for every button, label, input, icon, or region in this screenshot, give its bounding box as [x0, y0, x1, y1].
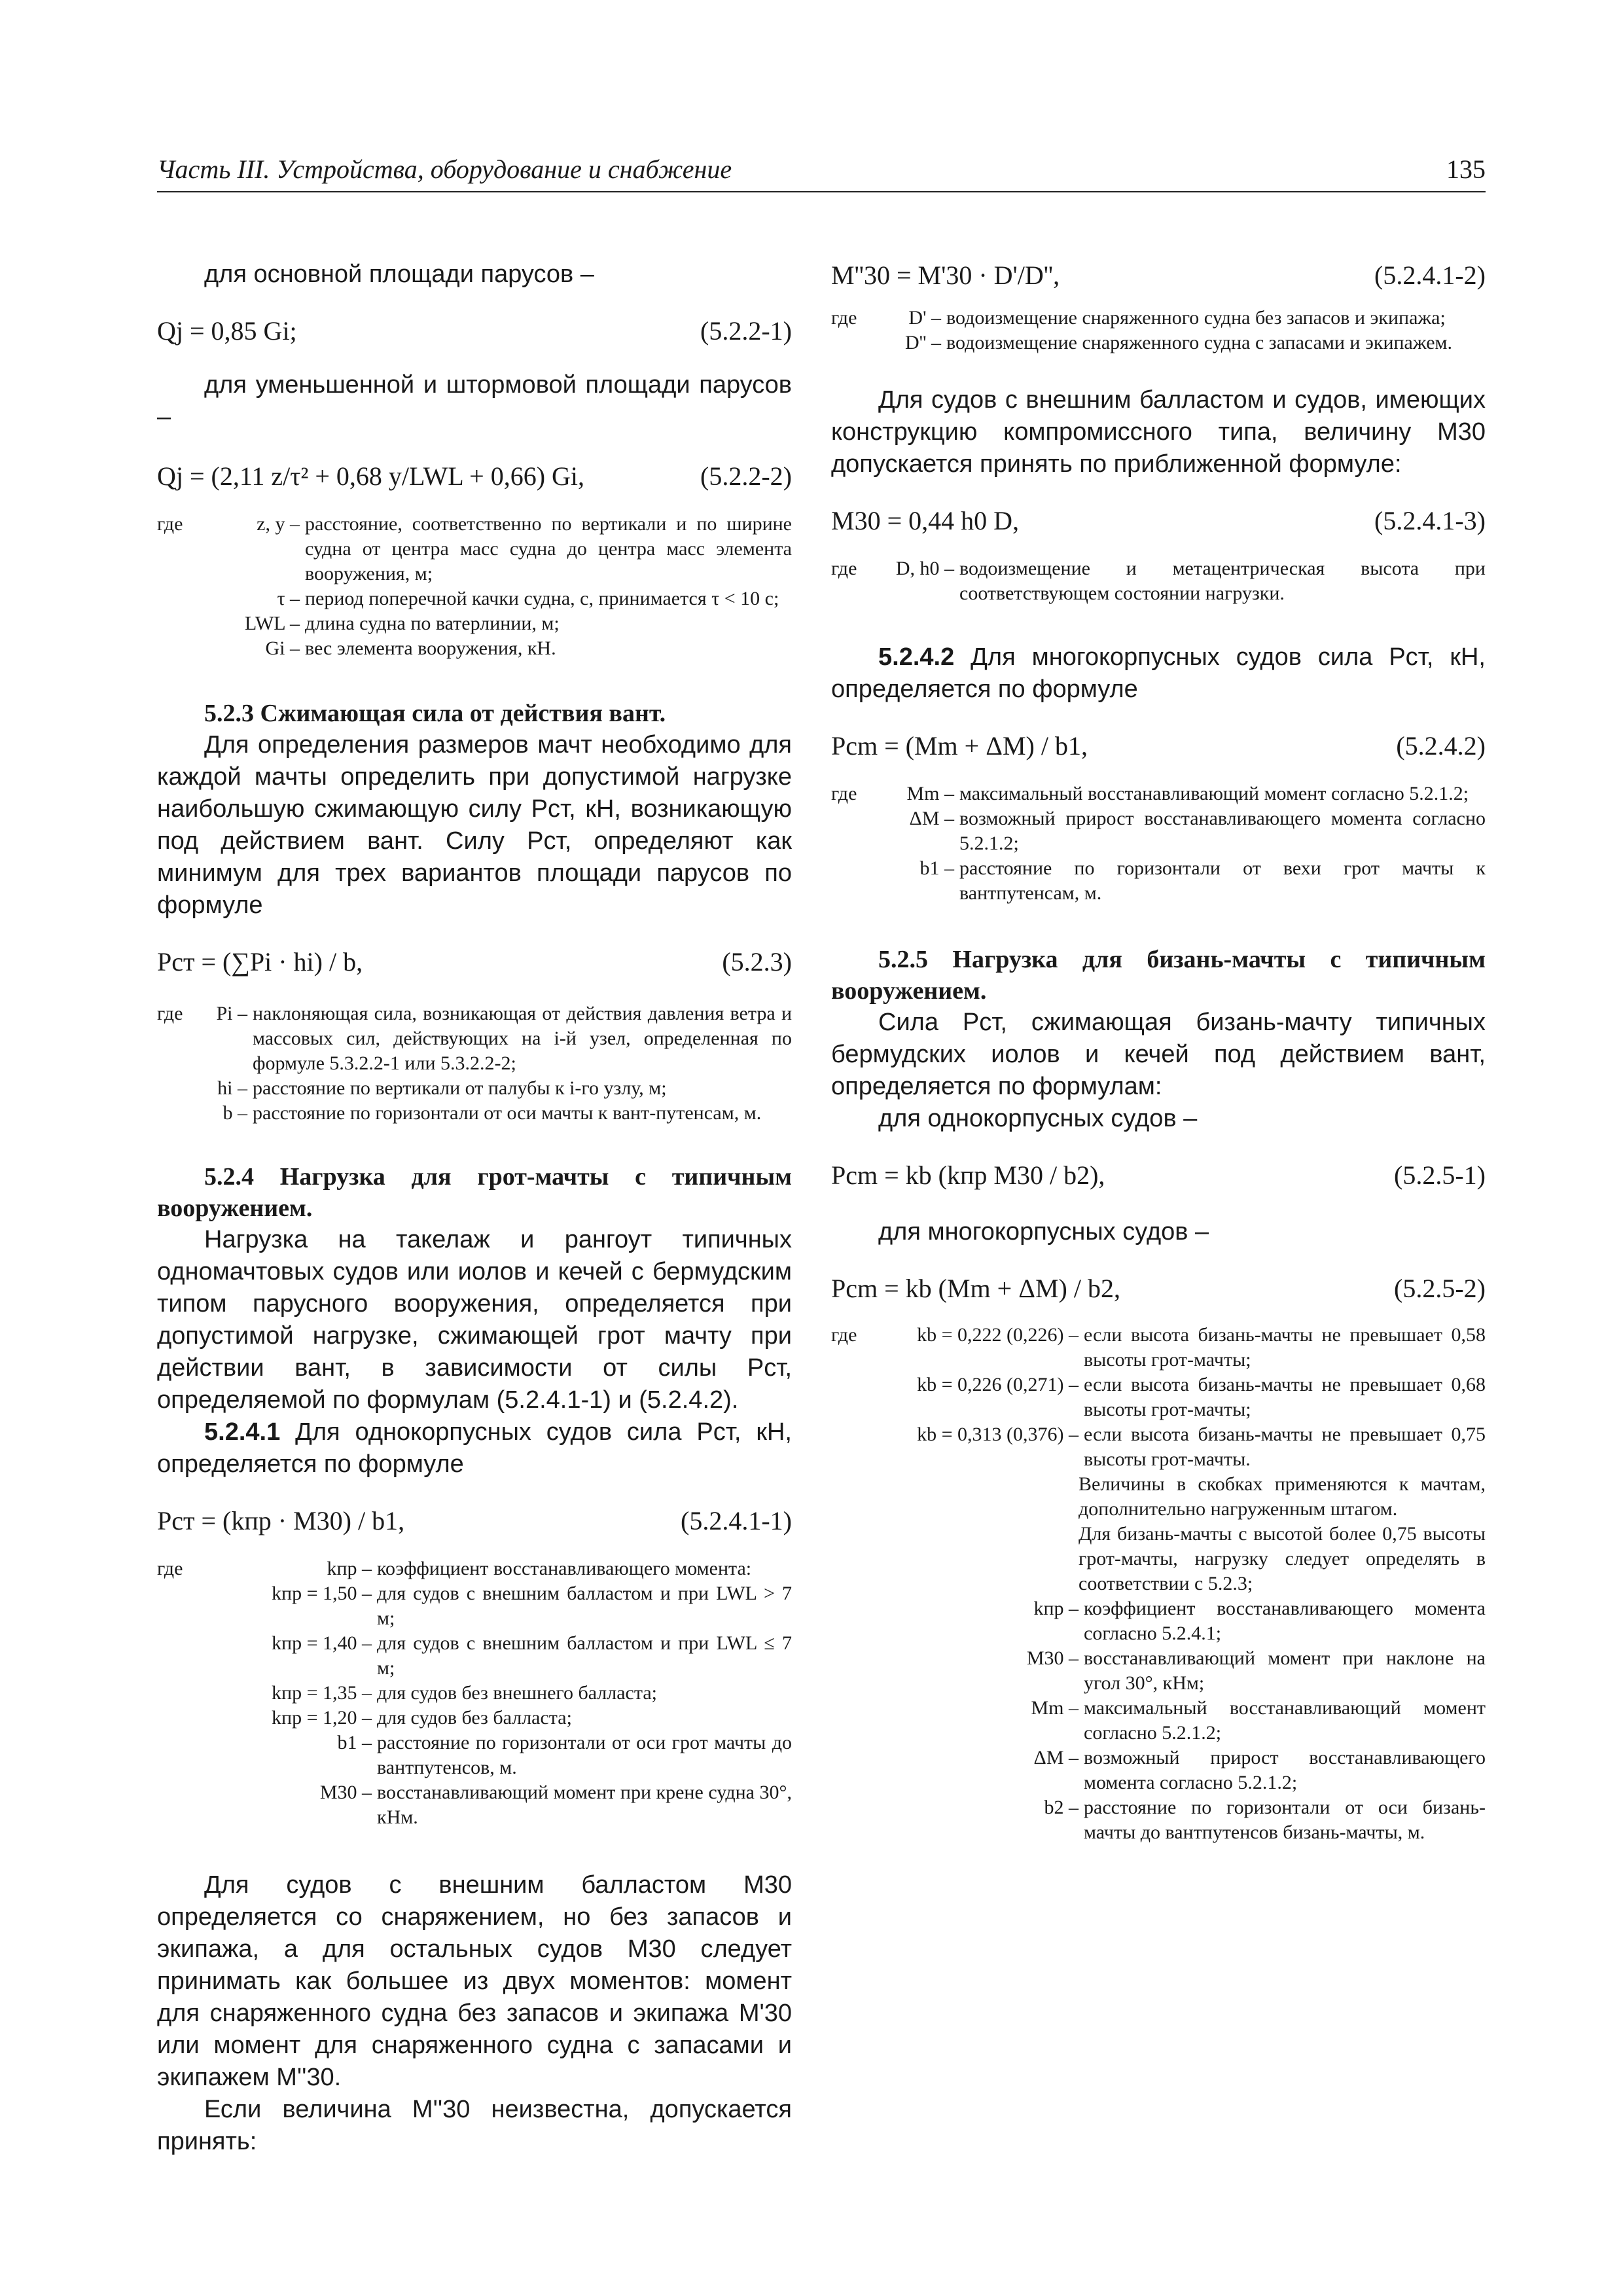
- definition-text: возможный прирост восстанавливающего момента согласно 5.2.1.2;: [959, 808, 1486, 854]
- paragraph-multi-hull: для многокорпусных судов –: [878, 1218, 1209, 1246]
- formula-number: (5.2.4.1-1): [681, 1506, 792, 1535]
- definition-row: [157, 1780, 792, 1830]
- where-label: [831, 1372, 882, 1422]
- formula-expression: Pcm = kb (kпр M30 / b2),: [831, 1160, 1105, 1190]
- section-heading-5-2-5: 5.2.5 Нагрузка для бизань-мачты с типичным вооружением.: [831, 946, 1486, 1005]
- definition-row: [831, 1372, 1486, 1422]
- definition-row: [157, 586, 792, 611]
- definition-text: если высота бизань-мачты не превышает 0,58 высоты грот-мачты;: [1084, 1324, 1486, 1371]
- formula-expression: M''30 = M'30 · D'/D'',: [831, 260, 1060, 290]
- definition-symbol: kпр = 1,40 –: [272, 1632, 372, 1654]
- definition-text: коэффициент восстанавливающего момента:: [377, 1558, 752, 1579]
- definition-text: для судов с внешним балластом и при LWL ≤ 7 м;: [377, 1632, 792, 1679]
- definition-text: водоизмещение снаряженного судна с запасами и экипажем.: [946, 332, 1452, 353]
- paragraph-external-ballast: Для судов с внешним балластом и судов, имеющих конструкцию компромиссного типа, величину M30 допускается принять по приближенной формуле:: [831, 386, 1486, 478]
- definition-row: [157, 1556, 792, 1581]
- definition-row: [831, 1795, 1486, 1845]
- formula-number: (5.2.4.1-3): [1374, 506, 1486, 535]
- definition-symbol: M30 –: [1026, 1647, 1079, 1669]
- paragraph-5-2-5: Сила Pст, сжимающая бизань-мачту типичных бермудских иолов и кечей под действием вант, определяется по формулам:: [831, 1009, 1486, 1100]
- definition-row: [831, 331, 1486, 355]
- page-number: 135: [1446, 154, 1486, 184]
- definition-text: вес элемента вооружения, кН.: [305, 637, 556, 659]
- definition-symbol: kb = 0,313 (0,376) –: [917, 1424, 1079, 1445]
- definition-text: период поперечной качки судна, с, принимается τ < 10 с;: [305, 588, 779, 609]
- formula-number: (5.2.5-1): [1394, 1160, 1486, 1190]
- clause-text: Для многокорпусных судов сила Pст, кН, определяется по формуле: [831, 643, 1486, 703]
- definition-symbol: kпр –: [1033, 1598, 1079, 1619]
- definition-symbol: ΔM –: [909, 808, 954, 829]
- formula-5-2-4-1-2: [831, 259, 1486, 293]
- definitions-list: [831, 1596, 1486, 1845]
- definition-text: расстояние по вертикали от палубы к i-го узлу, м;: [253, 1077, 667, 1099]
- definition-row: [157, 611, 792, 636]
- definition-text: восстанавливающий момент при крене судна 30°, кНм.: [377, 1782, 792, 1828]
- definitions-list: [157, 1001, 792, 1126]
- where-label: [157, 636, 208, 661]
- right-column: [831, 259, 1486, 1845]
- formula-5-2-5-1: [831, 1158, 1486, 1193]
- definition-symbol: b1 –: [919, 857, 954, 879]
- definition-text: расстояние по горизонтали от оси бизань-мачты до вантпутенсов бизань-мачты, м.: [1084, 1797, 1486, 1843]
- definitions-list: [831, 781, 1486, 906]
- note-high-mizzen: Для бизань-мачты с высотой более 0,75 высоты грот-мачты, нагрузку следует определять в соответствии с 5.2.3;: [1079, 1523, 1486, 1594]
- formula-number: (5.2.4.1-2): [1374, 260, 1486, 290]
- definition-row: [157, 1631, 792, 1681]
- where-label: [157, 1101, 208, 1126]
- definition-row: [157, 1101, 792, 1126]
- formula-expression: Pcm = (Mm + ΔM) / b1,: [831, 731, 1088, 761]
- definition-symbol: z, y –: [257, 513, 300, 535]
- where-label: [157, 1581, 208, 1631]
- paragraph-5-2-4-2: [831, 641, 1486, 706]
- definition-symbol: Gi –: [265, 637, 300, 659]
- definitions-list: [831, 556, 1486, 606]
- paragraph-reduced-sails: для уменьшенной и штормовой площади парусов –: [157, 371, 792, 431]
- definition-row: [157, 1076, 792, 1101]
- paragraph-ballast: Для судов с внешним балластом M30 определяется со снаряжением, но без запасов и экипажа, а для остальных судов M30 следует принимать как большее из двух моментов: момент для снаряженного судна без запасов и экипажа M'30 или момент для снаряженного судна с запасами и экипажем M''30.: [157, 1871, 792, 2091]
- definition-symbol: M30 –: [319, 1782, 372, 1803]
- definition-symbol: b –: [223, 1102, 247, 1124]
- where-label: [157, 1780, 208, 1830]
- note-brackets: Величины в скобках применяются к мачтам, дополнительно нагруженным штагом.: [1079, 1473, 1486, 1520]
- formula-expression: Pcm = kb (Mm + ΔM) / b2,: [831, 1274, 1120, 1303]
- formula-5-2-3: [157, 945, 792, 979]
- definition-text: расстояние по горизонтали от вехи грот мачты к вантпутенсам, м.: [959, 857, 1486, 904]
- where-label: [831, 1795, 882, 1845]
- where-label: [157, 611, 208, 636]
- definition-text: если высота бизань-мачты не превышает 0,68 высоты грот-мачты;: [1084, 1374, 1486, 1420]
- definitions-list: [831, 306, 1486, 355]
- definition-text: возможный прирост восстанавливающего момента согласно 5.2.1.2;: [1084, 1747, 1486, 1793]
- definition-row: [831, 1646, 1486, 1696]
- definition-symbol: LWL –: [244, 613, 300, 634]
- running-title: Часть III. Устройства, оборудование и снабжение: [157, 154, 732, 184]
- definition-symbol: b2 –: [1044, 1797, 1079, 1818]
- where-label: [157, 1681, 208, 1706]
- definition-symbol: kпр = 1,35 –: [272, 1682, 372, 1704]
- paragraph-5-2-3: Для определения размеров мачт необходимо для каждой мачты определить при допустимой нагрузке наибольшую сжимающую силу Pст, кН, возникающую под действием вант. Силу Pст, определяют как минимум для трех вариантов площади парусов по формуле: [157, 731, 792, 919]
- definition-row: [831, 781, 1486, 806]
- where-label: [157, 586, 208, 611]
- clause-number: 5.2.4.1: [204, 1418, 281, 1446]
- paragraph-mono-hull: для однокорпусных судов –: [878, 1105, 1198, 1132]
- definition-text: для судов без балласта;: [377, 1707, 572, 1729]
- definition-text: для судов с внешним балластом и при LWL > 7 м;: [377, 1583, 792, 1629]
- formula-5-2-4-1-3: [831, 504, 1486, 538]
- definition-row: [157, 1731, 792, 1780]
- paragraph-unknown: Если величина M''30 неизвестна, допускается принять:: [157, 2096, 792, 2155]
- paragraph-5-2-4: Нагрузка на такелаж и рангоут типичных одномачтовых судов или иолов и кечей с бермудским типом парусного вооружения, определяется при допустимой нагрузке, сжимающей грот мачту при действии вант, в зависимости от силы Pст, определяемой по формулам (5.2.4.1-1) и (5.2.4.2).: [157, 1226, 792, 1414]
- definitions-list: [831, 1323, 1486, 1472]
- formula-number: (5.2.4.2): [1396, 731, 1486, 761]
- where-label: [157, 1631, 208, 1681]
- where-label: где: [831, 558, 857, 579]
- definition-text: восстанавливающий момент при наклоне на угол 30°, кНм;: [1084, 1647, 1486, 1694]
- definition-text: длина судна по ватерлинии, м;: [305, 613, 560, 634]
- paragraph-5-2-4-1: [157, 1416, 792, 1480]
- formula-5-2-2-2: [157, 459, 792, 493]
- definition-text: если высота бизань-мачты не превышает 0,75 высоты грот-мачты.: [1084, 1424, 1486, 1470]
- section-heading-5-2-4: 5.2.4 Нагрузка для грот-мачты с типичным вооружением.: [157, 1163, 792, 1222]
- definition-symbol: D' –: [908, 307, 941, 329]
- definition-row: [831, 806, 1486, 856]
- where-label: где: [831, 307, 857, 329]
- section-heading-5-2-3: 5.2.3 Сжимающая сила от действия вант.: [204, 700, 666, 727]
- definition-symbol: Pi –: [216, 1003, 247, 1024]
- definition-text: расстояние по горизонтали от оси грот мачты до вантпутенсов, м.: [377, 1732, 792, 1778]
- formula-expression: M30 = 0,44 h0 D,: [831, 506, 1020, 535]
- where-label: [831, 331, 882, 355]
- definition-row: [831, 306, 1486, 331]
- definition-row: [831, 1596, 1486, 1646]
- where-label: [157, 1076, 208, 1101]
- where-label: где: [157, 1558, 183, 1579]
- where-label: [831, 1746, 882, 1795]
- paragraph-main-sails: для основной площади парусов –: [204, 260, 594, 288]
- definition-row: [157, 1581, 792, 1631]
- definition-symbol: ΔM –: [1033, 1747, 1079, 1768]
- definition-symbol: kb = 0,226 (0,271) –: [917, 1374, 1079, 1395]
- definition-row: [831, 1696, 1486, 1746]
- definition-text: максимальный восстанавливающий момент согласно 5.2.1.2;: [1084, 1697, 1486, 1744]
- definition-text: максимальный восстанавливающий момент согласно 5.2.1.2;: [959, 783, 1469, 804]
- formula-5-2-4-1-1: [157, 1504, 792, 1538]
- where-label: [831, 806, 882, 856]
- left-column: [157, 259, 792, 2158]
- formula-5-2-4-2: [831, 729, 1486, 763]
- definition-row: [157, 636, 792, 661]
- definition-text: расстояние по горизонтали от оси мачты к вант-путенсам, м.: [253, 1102, 762, 1124]
- definition-row: [157, 1706, 792, 1731]
- where-label: [831, 1646, 882, 1696]
- formula-number: (5.2.3): [722, 947, 792, 977]
- formula-expression: Pст = (kпр · M30) / b1,: [157, 1506, 405, 1535]
- definition-row: [831, 1323, 1486, 1372]
- definition-symbol: b1 –: [337, 1732, 372, 1753]
- where-label: где: [831, 783, 857, 804]
- definition-symbol: Mm –: [906, 783, 954, 804]
- definition-symbol: kb = 0,222 (0,226) –: [917, 1324, 1079, 1346]
- definition-symbol: τ –: [277, 588, 300, 609]
- where-label: где: [157, 1003, 183, 1024]
- definition-row: [831, 1746, 1486, 1795]
- definition-symbol: D, h0 –: [895, 558, 954, 579]
- formula-expression: Qj = 0,85 Gi;: [157, 316, 297, 346]
- definition-symbol: hi –: [217, 1077, 247, 1099]
- definition-text: водоизмещение снаряженного судна без запасов и экипажа;: [946, 307, 1446, 329]
- definition-symbol: Mm –: [1031, 1697, 1079, 1719]
- formula-number: (5.2.2-1): [700, 316, 792, 346]
- definition-symbol: kпр = 1,20 –: [272, 1707, 372, 1729]
- definition-symbol: D'' –: [905, 332, 941, 353]
- where-label: [157, 1706, 208, 1731]
- definition-symbol: kпр = 1,50 –: [272, 1583, 372, 1604]
- where-label: где: [157, 513, 183, 535]
- where-label: [831, 1696, 882, 1746]
- definition-row: [157, 1681, 792, 1706]
- clause-text: Для однокорпусных судов сила Pст, кН, определяется по формуле: [157, 1418, 792, 1478]
- definition-row: [157, 512, 792, 586]
- definition-row: [831, 856, 1486, 906]
- definition-row: [831, 556, 1486, 606]
- definition-text: расстояние, соответственно по вертикали и по ширине судна от центра масс судна до центра масс элемента вооружения, м;: [305, 513, 792, 584]
- formula-5-2-5-2: [831, 1272, 1486, 1306]
- where-label: [157, 1731, 208, 1780]
- definition-symbol: kпр –: [327, 1558, 372, 1579]
- definition-text: для судов без внешнего балласта;: [377, 1682, 657, 1704]
- definition-text: коэффициент восстанавливающего момента согласно 5.2.4.1;: [1084, 1598, 1486, 1644]
- where-label: [831, 1596, 882, 1646]
- definition-row: [831, 1422, 1486, 1472]
- definition-text: водоизмещение и метацентрическая высота при соответствующем состоянии нагрузки.: [959, 558, 1486, 604]
- clause-number: 5.2.4.2: [878, 643, 955, 671]
- definition-row: [157, 1001, 792, 1076]
- formula-5-2-2-1: [157, 314, 792, 348]
- definition-text: наклоняющая сила, возникающая от действия давления ветра и массовых сил, действующих на i-й узел, определенная по формуле 5.3.2.2-1 или 5.3.2.2-2;: [253, 1003, 792, 1074]
- where-label: [831, 856, 882, 906]
- formula-number: (5.2.5-2): [1394, 1274, 1486, 1303]
- definitions-list: [157, 1556, 792, 1830]
- definitions-list: [157, 512, 792, 661]
- formula-expression: Pст = (∑Pi · hi) / b,: [157, 947, 363, 977]
- formula-expression: Qj = (2,11 z/τ² + 0,68 y/LWL + 0,66) Gi,: [157, 461, 585, 491]
- formula-number: (5.2.2-2): [700, 461, 792, 491]
- page-header: [157, 154, 1486, 192]
- where-label: [831, 1422, 882, 1472]
- where-label: где: [831, 1324, 857, 1346]
